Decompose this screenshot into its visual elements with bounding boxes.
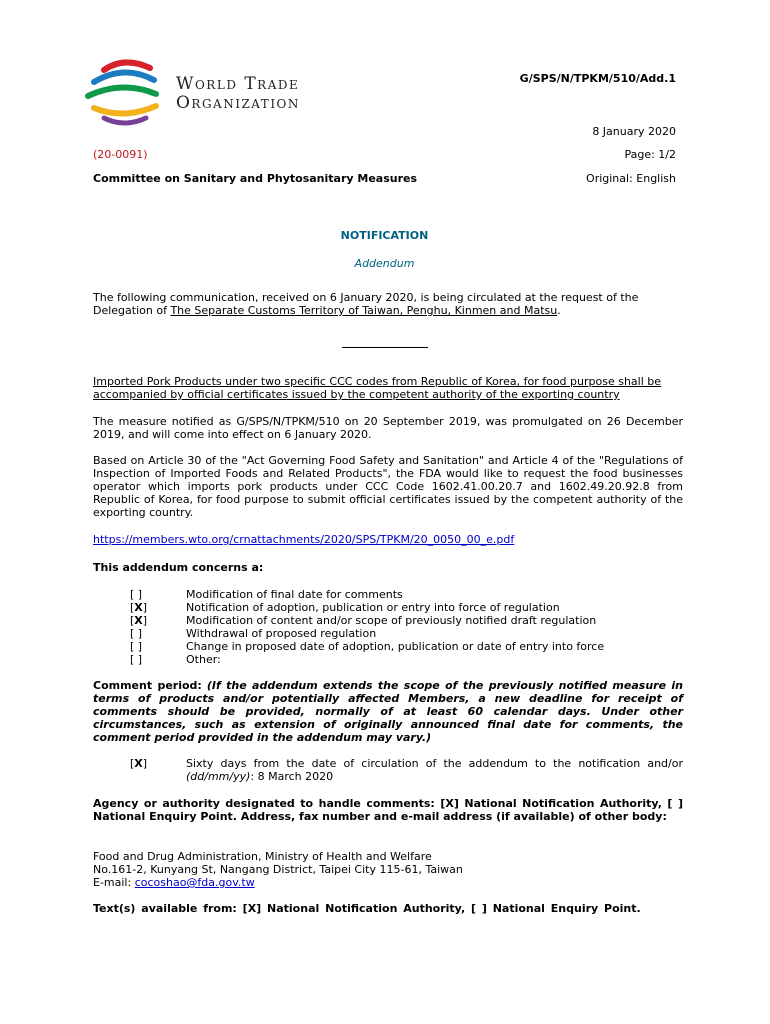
concern-checkbox: [X] bbox=[130, 601, 148, 614]
delegation-name: The Separate Customs Territory of Taiwan, Penghu, Kinmen and Matsu bbox=[170, 304, 558, 317]
concern-item bbox=[130, 627, 690, 640]
concern-item bbox=[130, 601, 690, 614]
subject-heading: Imported Pork Products under two specific CCC codes from Republic of Korea, for food purpose shall be accompanied by official certificates issued by the competent authority of the exporting country bbox=[93, 375, 662, 401]
concern-label: Change in proposed date of adoption, publication or date of entry into force bbox=[186, 640, 605, 653]
intro-paragraph: The following communication, received on 6 January 2020, is being circulated at the request of the Delegation of The Separate Customs Territory of Taiwan, Penghu, Kinmen and Matsu. bbox=[93, 291, 639, 317]
concern-checkbox: [ ] bbox=[130, 588, 143, 601]
concerns-list bbox=[130, 588, 690, 666]
page-indicator: Page: 1/2 bbox=[624, 148, 676, 161]
measure-paragraph: The measure notified as G/SPS/N/TPKM/510 on 20 September 2019, was promulgated on 26 December 2019, and will come into effect on 6 January 2020. bbox=[93, 415, 683, 441]
org-name-line1: World Trade bbox=[176, 74, 300, 94]
article-paragraph: Based on Article 30 of the "Act Governing Food Safety and Sanitation" and Article 4 of the "Regulations of Inspection of Imported Foods and Related Products", the FDA would like to request the food businesses operator which imports pork products under CCC Code 1602.41.00.20.7 and 1602.49.20.92.8 from Republic of Korea, for food purpose to submit official certificates issued by the competent authority of the exporting country. bbox=[93, 454, 683, 519]
concern-label: Modification of content and/or scope of previously notified draft regulation bbox=[186, 614, 597, 627]
org-name-line2: Organization bbox=[176, 93, 300, 113]
committee-name: Committee on Sanitary and Phytosanitary Measures bbox=[93, 172, 418, 185]
wto-logo-icon bbox=[84, 58, 164, 128]
sixty-days-mark: [X] bbox=[130, 757, 148, 770]
document-number: (20-0091) bbox=[93, 148, 148, 161]
divider bbox=[342, 347, 428, 348]
concern-checkbox: [ ] bbox=[130, 653, 143, 666]
wto-logo bbox=[84, 58, 164, 128]
page-subtitle: Addendum bbox=[354, 257, 415, 270]
concerns-heading: This addendum concerns a: bbox=[93, 561, 264, 574]
concern-label: Notification of adoption, publication or entry into force of regulation bbox=[186, 601, 560, 614]
sixty-days-text: Sixty days from the date of circulation of the addendum to the notification and/or (dd/mm/yy): 8 March 2020 bbox=[186, 757, 683, 783]
concern-item bbox=[130, 653, 690, 666]
texts-available: Text(s) available from: [X] National Notification Authority, [ ] National Enquiry Point. bbox=[93, 902, 641, 915]
comment-period-paragraph: Comment period: (If the addendum extends the scope of the previously notified measure in terms of products and/or potentially affected Members, a new deadline for receipt of comments should be provided, normally of at least 60 calendar days. Under other circumstances, such as extension of originally announced final date for comments, the comment period provided in the addendum may vary.) bbox=[93, 679, 683, 744]
concern-checkbox: [ ] bbox=[130, 640, 143, 653]
concern-label: Modification of final date for comments bbox=[186, 588, 403, 601]
page-title: NOTIFICATION bbox=[340, 229, 429, 242]
document-symbol: G/SPS/N/TPKM/510/Add.1 bbox=[519, 72, 676, 85]
concern-label: Withdrawal of proposed regulation bbox=[186, 627, 377, 640]
attachment-link[interactable]: https://members.wto.org/crnattachments/2020/SPS/TPKM/20_0050_00_e.pdf bbox=[93, 533, 515, 546]
concern-label: Other: bbox=[186, 653, 221, 666]
concern-item bbox=[130, 588, 690, 601]
document-date: 8 January 2020 bbox=[592, 125, 676, 138]
concern-checkbox: [ ] bbox=[130, 627, 143, 640]
concern-item bbox=[130, 614, 690, 627]
agency-email-link[interactable]: cocoshao@fda.gov.tw bbox=[134, 876, 255, 889]
original-language: Original: English bbox=[586, 172, 676, 185]
concern-checkbox: [X] bbox=[130, 614, 148, 627]
agency-address-line1: Food and Drug Administration, Ministry of Health and Welfare bbox=[93, 850, 432, 863]
agency-heading: Agency or authority designated to handle comments: [X] National Notification Authority, [ ] National Enquiry Point. Address, fax number and e-mail address (if available) of other body: bbox=[93, 797, 683, 823]
agency-address bbox=[93, 850, 463, 889]
agency-address-line2: No.161-2, Kunyang St, Nangang District, Taipei City 115-61, Taiwan bbox=[93, 863, 463, 876]
agency-email-line: E-mail: cocoshao@fda.gov.tw bbox=[93, 876, 255, 889]
concern-item bbox=[130, 640, 690, 653]
